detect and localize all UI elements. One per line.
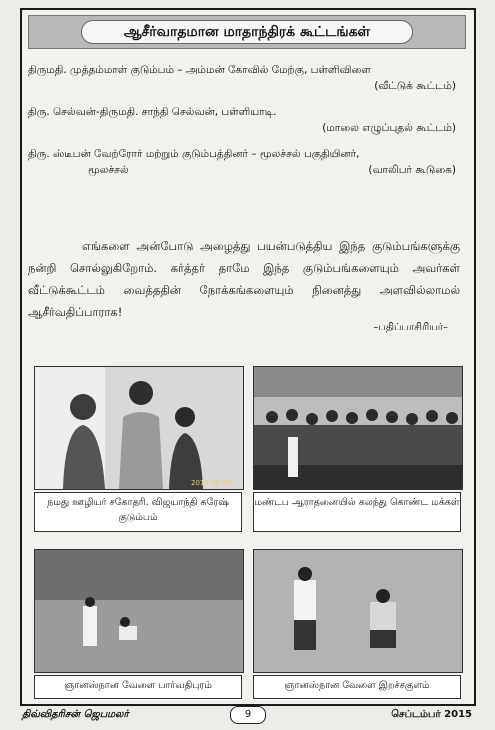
family-photo-image [35,367,243,489]
editor-signature: –பதிப்பாசிரியர்– [373,322,448,333]
page-footer [20,706,476,724]
page-title: ஆசீர்வாதமான மாதாந்திரக் கூட்டங்கள் [81,20,413,44]
title-banner [28,15,466,49]
meeting-place: மூலச்சல் [88,164,129,176]
photo-caption: ஞானஸ்நான வேளை இறச்சகுளம் [253,675,461,699]
photo-card [34,549,242,699]
baptism-photo-parvathipuram [34,549,244,673]
photo-card [34,366,242,532]
thanks-paragraph: எங்களை அன்போடு அழைத்து பயன்படுத்திய இந்த குடும்பங்களுக்கு நன்றி சொல்லுகிறோம். கர்த்தர் தாமே இந்த குடும்பங்களையும் அவர்கள் வீட்டுக்கூட்டம் வைத்ததின் நோக்கங்களையும் நினைத்து அளவில்லாமல் ஆசீர்வதிப்பாராக! [28,239,460,319]
page-number: 9 [230,706,266,724]
meeting-type: (வீட்டுக் கூட்டம்) [374,80,456,92]
baptism-photo-irachakulam [253,549,463,673]
congregation-photo-image [254,367,462,489]
baptism-photo-image [35,550,243,672]
meeting-item [28,62,464,94]
baptism-photo-image [254,550,462,672]
magazine-page [20,8,476,706]
photo-caption: நமது ஊழியர் சகோதரி. விஜயாந்தி சுரேஷ் குடும்பம் [34,492,242,532]
meeting-host: திரு. ஸ்டீபன் வேற்ரோர் மற்றும் குடும்பத்தினர் – மூலச்சல் பகுதியினர், [28,148,360,160]
photo-card [253,549,461,699]
photo-date-stamp: 2014 09 20 [191,479,232,487]
magazine-name: திவ்விதரிசன் ஜெபமலர் [22,709,129,720]
meeting-host: திரு. செல்வன்-திருமதி. சாந்தி செல்வன், பள்ளியாடி. [28,106,277,118]
meeting-type: (மாலை எழுப்புதல் கூட்டம்) [322,122,456,134]
meetings-list [28,62,464,188]
photo-caption: மண்டப ஆராதனையில் கலந்து கொண்ட மக்கள் [253,492,461,532]
congregation-photo [253,366,463,490]
meeting-item [28,104,464,136]
photo-card [253,366,461,532]
issue-date: செப்டம்பர் 2015 [391,709,472,720]
meeting-item [28,146,464,178]
meeting-host: திருமதி. முத்தம்மாள் குடும்பம் – அம்மன் கோவில் மேற்கு, பள்ளிவிளை [28,64,371,76]
family-photo [34,366,244,490]
photo-caption: ஞானஸ்நான வேளை பார்வதிபுரம் [34,675,242,699]
meeting-type: (வாலிபர் கூடுகை) [368,164,456,176]
